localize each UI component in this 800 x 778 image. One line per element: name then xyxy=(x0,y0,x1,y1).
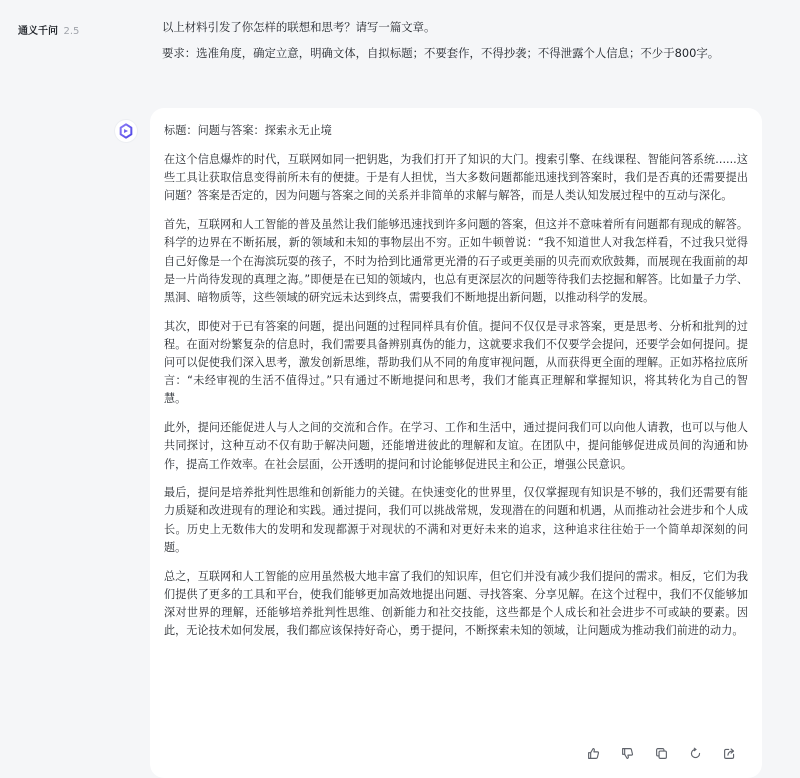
response-paragraph: 此外，提问还能促进人与人之间的交流和合作。在学习、工作和生活中，通过提问我们可以向他人请教，也可以与他人共同探讨，这种互动不仅有助于解决问题，还能增进彼此的理解和友谊。在团队中，提问能够促进成员间的沟通和协作，提高工作效率。在社会层面，公开透明的提问和讨论能够促进民主和公正，增强公民意识。 xyxy=(164,421,748,471)
sender-label xyxy=(18,22,79,37)
share-button[interactable] xyxy=(718,742,740,764)
copy-button[interactable] xyxy=(650,742,672,764)
thumbs-down-icon xyxy=(621,747,634,760)
response-paragraph: 最后，提问是培养批判性思维和创新能力的关键。在快速变化的世界里，仅仅掌握现有知识是不够的，我们还需要有能力质疑和改进现有的理论和实践。通过提问，我们可以挑战常规，发现潜在的问题和机遇，从而推动社会进步和个人成长。历史上无数伟大的发明和发现都源于对现状的不满和对更好未来的追求，这种追求往往始于一个简单却深刻的问题。 xyxy=(164,486,748,554)
response-actions xyxy=(582,742,740,764)
thumbs-up-button[interactable] xyxy=(582,742,604,764)
sender-version: 2.5 xyxy=(63,26,80,37)
user-message-paragraph: 要求：选准角度，确定立意，明确文体，自拟标题；不要套作，不得抄袭；不得泄露个人信息；不少于800字。 xyxy=(162,46,720,60)
response-paragraph: 其次，即使对于已有答案的问题，提出问题的过程同样具有价值。提问不仅仅是寻求答案，更是思考、分析和批判的过程。在面对纷繁复杂的信息时，我们需要具备辨别真伪的能力，这就要求我们不仅要学会提问，还要学会如何提问。提问可以促使我们深入思考，激发创新思维，帮助我们从不同的角度审视问题，从而获得更全面的理解。正如苏格拉底所言：“未经审视的生活不值得过。”只有通过不断地提问和思考，我们才能真正理解和掌握知识，将其转化为自己的智慧。 xyxy=(164,319,748,406)
share-icon xyxy=(723,747,736,760)
user-message-paragraph: 以上材料引发了你怎样的联想和思考？请写一篇文章。 xyxy=(162,20,436,34)
sender-name: 通义千问 xyxy=(18,26,58,37)
regenerate-button[interactable] xyxy=(684,742,706,764)
thumbs-up-icon xyxy=(587,747,600,760)
ai-response-card xyxy=(150,108,762,778)
copy-icon xyxy=(655,747,668,760)
response-paragraph: 首先，互联网和人工智能的普及虽然让我们能够迅速找到许多问题的答案，但这并不意味着所有问题都有现成的解答。科学的边界在不断拓展，新的领域和未知的事物层出不穷。正如牛顿曾说：“我不知道世人对我怎样看，不过我只觉得自己好像是一个在海滨玩耍的孩子，不时为拾到比通常更光滑的石子或更美丽的贝壳而欢欣鼓舞，而展现在我面前的却是一片尚待发现的真理之海。”即便是在已知的领域内，也总有更深层次的问题等待我们去挖掘和解答。比如量子力学、黑洞、暗物质等，这些领域的研究远未达到终点，需要我们不断地提出新问题，以推动科学的发展。 xyxy=(164,218,748,304)
regenerate-icon xyxy=(689,747,702,760)
user-message xyxy=(162,18,752,70)
thumbs-down-button[interactable] xyxy=(616,742,638,764)
response-paragraph: 总之，互联网和人工智能的应用虽然极大地丰富了我们的知识库，但它们并没有减少我们提问的需求。相反，它们为我们提供了更多的工具和平台，使我们能够更加高效地提出问题、寻找答案、分享见解。在这个过程中，我们不仅能够加深对世界的理解，还能够培养批判性思维、创新能力和社交技能，这些都是个人成长和社会进步不可或缺的要素。因此，无论技术如何发展，我们都应该保持好奇心，勇于提问，不断探索未知的领域，让问题成为推动我们前进的动力。 xyxy=(164,569,748,638)
user-message-row xyxy=(0,0,800,100)
ai-avatar-icon xyxy=(115,120,137,142)
response-title: 标题：问题与答案：探索永无止境 xyxy=(164,124,332,137)
response-paragraph: 在这个信息爆炸的时代，互联网如同一把钥匙，为我们打开了知识的大门。搜索引擎、在线课程、智能问答系统......这些工具让获取信息变得前所未有的便捷。于是有人担忧，当大多数问题都能迅速找到答案时，我们是否真的还需要提出问题？答案是否定的，因为问题与答案之间的关系并非简单的求解与解答，而是人类认知发展过程中的互动与深化。 xyxy=(164,153,748,203)
